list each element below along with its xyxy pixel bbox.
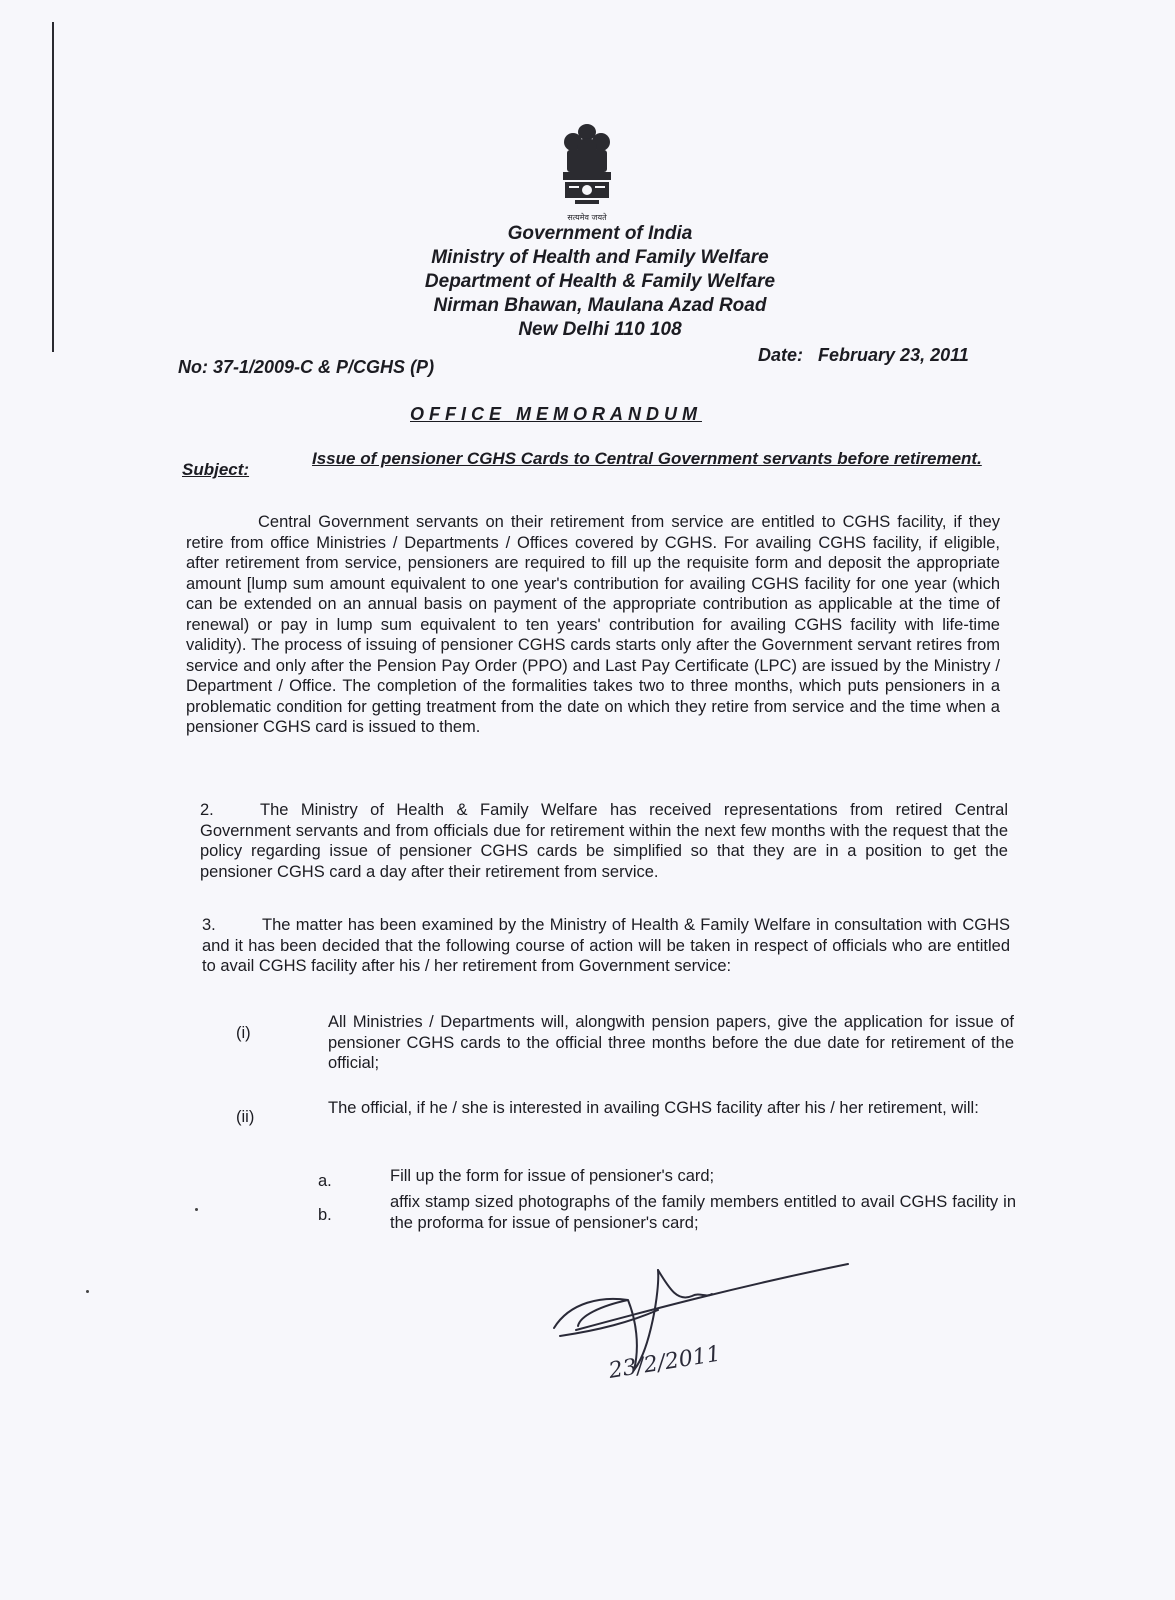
paragraph-3-number: 3. [202,916,216,934]
subitem-a-marker: a. [318,1172,332,1190]
item-i-text: All Ministries / Departments will, alongwith pension papers, give the application for issue of pensioner CGHS cards to the official three months before the due date for retirement of the official; [328,1013,1014,1072]
paragraph-2 [200,800,1008,882]
subitem-b-text: affix stamp sized photographs of the family members entitled to avail CGHS facility in the proforma for issue of pensioner's card; [390,1193,1016,1232]
letterhead-line-department: Department of Health & Family Welfare [424,271,776,292]
memo-title: OFFICE MEMORANDUM [410,404,702,424]
date-value: February 23, 2011 [818,345,969,365]
margin-line [52,22,54,352]
paragraph-1: Central Government servants on their retirement from service are entitled to CGHS facility, if they retire from office Ministries / Departments / Offices covered by CGHS. For availing CGHS facility, if eligible, after retirement from service, pensioners are required to fill up the requisite form and deposit the appropriate amount [lump sum amount equivalent to one year's contribution for availing CGHS facility for one year (which can be extended on an annual basis on payment of the appropriate contribution as applicable at the time of renewal) or pay in lump sum equivalent to ten years' contribution for availing CGHS facility with life-time validity). The process of issuing of pensioner CGHS cards starts only after the Government servant retires from service and only after the Pension Pay Order (PPO) and Last Pay Certificate (LPC) are issued by the Ministry / Department / Office. The completion of the formalities takes two to three months, which puts pensioners in a problematic condition for getting treatment from the date on which they retire from service and the time when a pensioner CGHS card is issued to them. [186,513,1000,736]
signature-date: 23/2/2011 [607,1341,723,1384]
paragraph-2-number: 2. [200,801,214,819]
state-emblem-icon [555,120,619,226]
item-i-marker: (i) [236,1024,251,1042]
emblem-caption: सत्यमेव जयते [567,213,607,222]
date-label: Date: [758,345,804,365]
item-ii-text: The official, if he / she is interested in availing CGHS facility after his / her retirement, will: [328,1099,979,1117]
subitem-b-marker: b. [318,1206,332,1224]
subject-text: Issue of pensioner CGHS Cards to Central Government servants before retirement. [312,449,982,468]
paragraph-3 [202,915,1010,977]
letterhead-line-ministry: Ministry of Health and Family Welfare [431,247,769,268]
subject-label: Subject: [182,460,250,479]
scan-speck [86,1290,89,1293]
item-ii-marker: (ii) [236,1108,255,1126]
letterhead-line-city: New Delhi 110 108 [518,319,682,340]
handwritten-signature [540,1250,860,1390]
letterhead [300,222,900,342]
letterhead-line-address: Nirman Bhawan, Maulana Azad Road [433,295,767,316]
letterhead-line-government: Government of India [507,223,693,244]
paragraph-3-text: The matter has been examined by the Ministry of Health & Family Welfare in consultation with CGHS and it has been decided that the following course of action will be taken in respect of officials who are entitled to avail CGHS facility after his / her retirement from Government service: [202,916,1010,975]
scan-speck [195,1208,198,1211]
subitem-a-text: Fill up the form for issue of pensioner's card; [390,1167,715,1185]
reference-number: No: 37-1/2009-C & P/CGHS (P) [178,357,435,377]
paragraph-2-text: The Ministry of Health & Family Welfare has received representations from retired Central Government servants and from officials due for retirement within the next few months with the request that the policy regarding issue of pensioner CGHS cards be simplified so that they are in a position to get the pensioner CGHS card a day after their retirement from service. [200,801,1008,881]
memo-date [758,345,969,366]
